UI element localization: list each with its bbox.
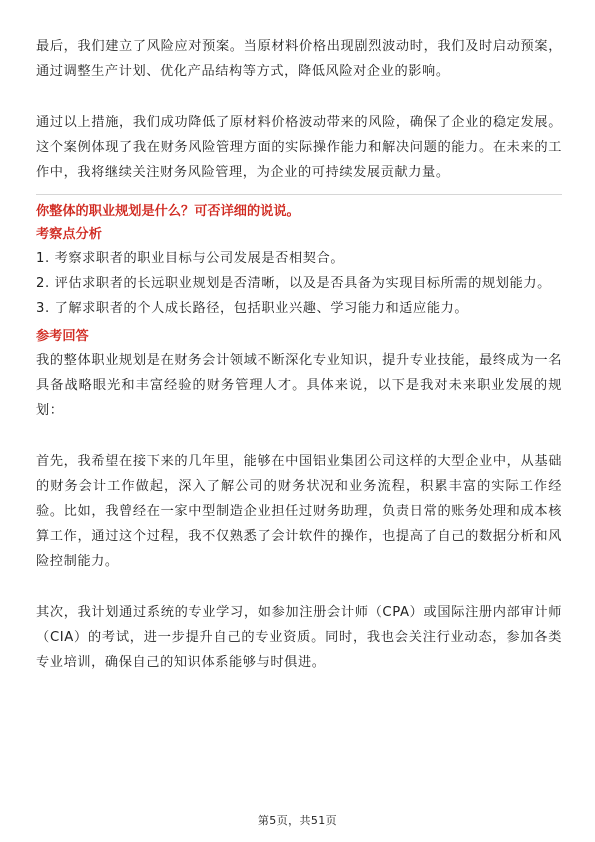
answer-paragraph-first: 首先，我希望在接下来的几年里，能够在中国铝业集团公司这样的大型企业中，从基础的财务会计工作做起，深入了解公司的财务状况和业务流程，积累丰富的实际工作经验。比如，我曾经在一家中型制造企业担任过财务助理，负责日常的账务处理和成本核算工作，通过这个过程，我不仅熟悉了会计软件的操作，也提高了自己的数据分析和风险控制能力。 [36,454,562,569]
paragraph-gap [36,423,562,449]
answer-paragraph-second: 其次，我计划通过系统的专业学习，如参加注册会计师（CPA）或国际注册内部审计师（CIA）的考试，进一步提升自己的专业资质。同时，我也会关注行业动态，参加各类专业培训，确保自己的知识体系能够与时俱进。 [36,605,562,670]
question-title: 你整体的职业规划是什么？可否详细的说说。 [36,204,300,219]
analysis-item: 1. 考察求职者的职业目标与公司发展是否相契合。 [36,251,345,266]
analysis-heading: 考察点分析 [36,227,102,242]
page-number: 第5页，共51页 [257,814,338,827]
paragraph-gap [36,574,562,600]
section-divider [36,194,562,195]
paragraph-risk-plan: 最后，我们建立了风险应对预案。当原材料价格出现剧烈波动时，我们及时启动预案，通过调整生产计划、优化产品结构等方式，降低风险对企业的影响。 [36,39,562,79]
paragraph-gap [36,84,562,110]
analysis-item: 3. 了解求职者的个人成长路径，包括职业兴趣、学习能力和适应能力。 [36,301,469,316]
paragraph-case-summary: 通过以上措施，我们成功降低了原材料价格波动带来的风险，确保了企业的稳定发展。这个案例体现了我在财务风险管理方面的实际操作能力和解决问题的能力。在未来的工作中，我将继续关注财务风险管理，为企业的可持续发展贡献力量。 [36,115,562,180]
answer-heading: 参考回答 [36,329,89,344]
analysis-item: 2. 评估求职者的长远职业规划是否清晰，以及是否具备为实现目标所需的规划能力。 [36,276,551,291]
page-content [36,34,562,675]
answer-paragraph-intro: 我的整体职业规划是在财务会计领域不断深化专业知识，提升专业技能，最终成为一名具备战略眼光和丰富经验的财务管理人才。具体来说，以下是我对未来职业发展的规划： [36,353,562,418]
